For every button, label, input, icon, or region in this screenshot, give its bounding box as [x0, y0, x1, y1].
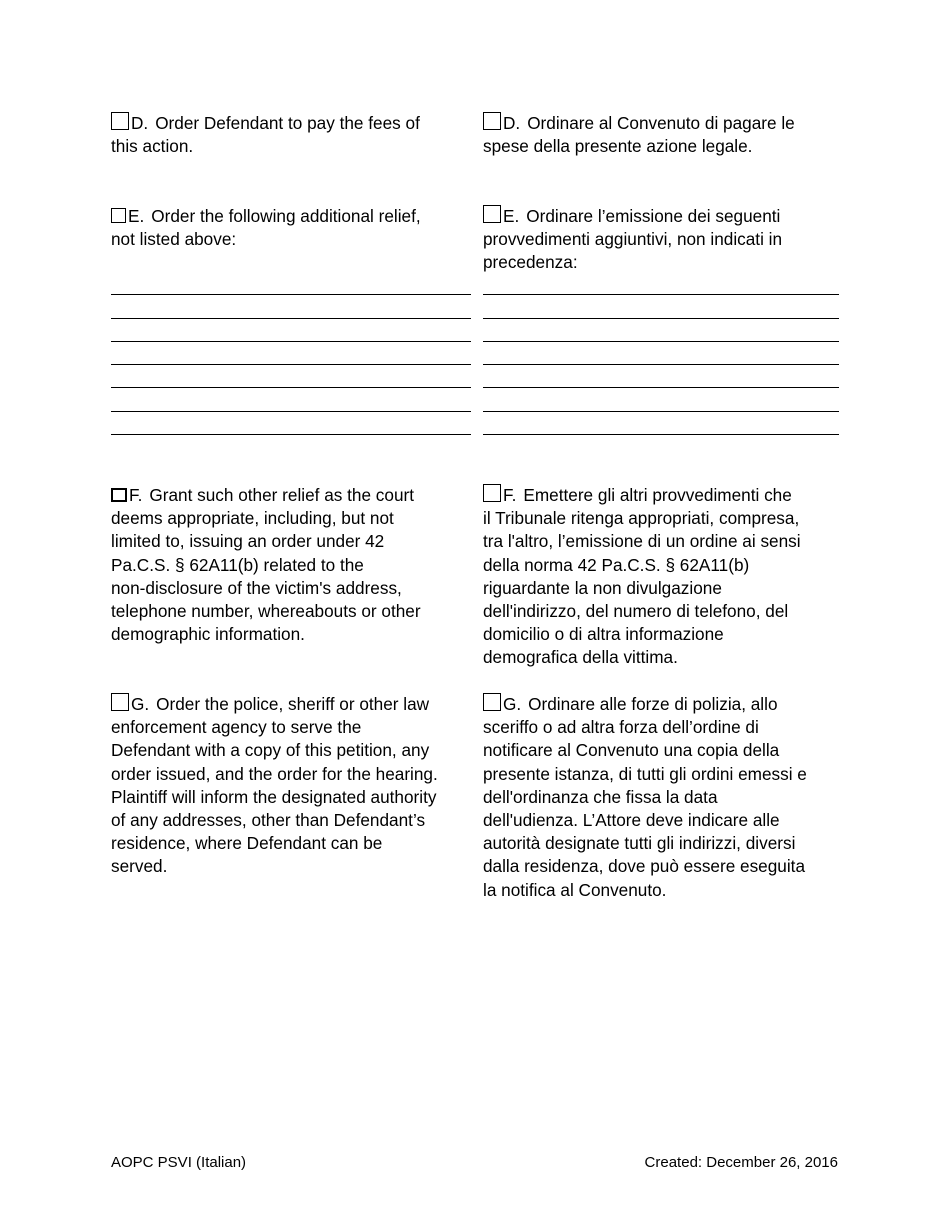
item-text-line: autorità designate tutti gli indirizzi, diversi — [483, 833, 796, 854]
item-text-line: notificare al Convenuto una copia della — [483, 740, 780, 761]
blank-line[interactable] — [483, 364, 839, 365]
item-text-line: domicilio o di altra informazione — [483, 624, 724, 645]
item-e-it — [483, 205, 839, 275]
item-text-line: Ordinare l’emissione dei seguenti — [526, 206, 781, 226]
item-g-en — [111, 693, 471, 879]
blank-line[interactable] — [483, 411, 839, 412]
blank-line[interactable] — [483, 434, 839, 435]
item-text-line: deems appropriate, including, but not — [111, 508, 394, 529]
item-letter: G. — [131, 694, 150, 714]
blank-line[interactable] — [111, 387, 471, 388]
item-text-line: Ordinare alle forze di polizia, allo — [528, 694, 778, 714]
item-letter: D. — [503, 113, 521, 133]
item-g-it — [483, 693, 839, 902]
checkbox-e-en[interactable] — [111, 208, 126, 223]
footer-form-id: AOPC PSVI (Italian) — [111, 1154, 247, 1171]
blank-line[interactable] — [483, 318, 839, 319]
blank-line[interactable] — [111, 411, 471, 412]
item-text-line: residence, where Defendant can be — [111, 833, 383, 854]
item-text-line: order issued, and the order for the hearing. — [111, 763, 438, 784]
blank-line[interactable] — [111, 341, 471, 342]
item-letter: G. — [503, 694, 522, 714]
checkbox-g-it[interactable] — [483, 693, 501, 711]
item-text-line: riguardante la non divulgazione — [483, 577, 722, 598]
item-text-line: dalla residenza, dove può essere eseguita — [483, 856, 806, 877]
item-text-line: precedenza: — [483, 252, 578, 273]
blank-line[interactable] — [111, 318, 471, 319]
item-text-line: della norma 42 Pa.C.S. § 62A11(b) — [483, 554, 750, 575]
item-text-line: la notifica al Convenuto. — [483, 879, 667, 900]
item-text-line: demografica della vittima. — [483, 647, 678, 668]
item-text-line: non-disclosure of the victim's address, — [111, 577, 402, 598]
checkbox-e-it[interactable] — [483, 205, 501, 223]
item-text-line: this action. — [111, 136, 194, 157]
blank-line[interactable] — [111, 364, 471, 365]
blank-line[interactable] — [483, 294, 839, 295]
item-d-it — [483, 112, 839, 158]
item-text-line: dell'udienza. L’Attore deve indicare alle — [483, 810, 780, 831]
item-text-line: of any addresses, other than Defendant’s — [111, 810, 426, 831]
item-text-line: Defendant with a copy of this petition, any — [111, 740, 430, 761]
item-text-line: Grant such other relief as the court — [149, 485, 415, 505]
item-letter: F. — [503, 485, 517, 505]
item-text-line: demographic information. — [111, 624, 305, 645]
item-text-line: Pa.C.S. § 62A11(b) related to the — [111, 554, 364, 575]
item-text-line: spese della presente azione legale. — [483, 136, 753, 157]
item-f-en — [111, 484, 471, 646]
item-text-line: presente istanza, di tutti gli ordini emessi e — [483, 763, 807, 784]
item-text-line: tra l'altro, l’emissione di un ordine ai sensi — [483, 531, 801, 552]
item-text-line: Ordinare al Convenuto di pagare le — [527, 113, 795, 133]
checkbox-d-en[interactable] — [111, 112, 129, 130]
blank-line[interactable] — [111, 294, 471, 295]
checkbox-d-it[interactable] — [483, 112, 501, 130]
item-text-line: served. — [111, 856, 168, 877]
item-text-line: not listed above: — [111, 229, 237, 250]
item-letter: D. — [131, 113, 149, 133]
blank-line[interactable] — [111, 434, 471, 435]
item-text-line: provvedimenti aggiuntivi, non indicati in — [483, 229, 783, 250]
checkbox-f-it[interactable] — [483, 484, 501, 502]
item-text-line: telephone number, whereabouts or other — [111, 601, 421, 622]
item-d-en — [111, 112, 471, 158]
item-text-line: enforcement agency to serve the — [111, 717, 362, 738]
item-text-line: dell'ordinanza che fissa la data — [483, 786, 718, 807]
checkbox-g-en[interactable] — [111, 693, 129, 711]
item-text-line: limited to, issuing an order under 42 — [111, 531, 385, 552]
item-text-line: il Tribunale ritenga appropriati, compresa, — [483, 508, 800, 529]
item-e-en — [111, 205, 471, 251]
item-text-line: Emettere gli altri provvedimenti che — [523, 485, 792, 505]
item-text-line: sceriffo o ad altra forza dell’ordine di — [483, 717, 759, 738]
checkbox-f-en[interactable] — [111, 488, 127, 502]
blank-line[interactable] — [483, 341, 839, 342]
item-text-line: Order the police, sheriff or other law — [156, 694, 430, 714]
blank-line[interactable] — [483, 387, 839, 388]
footer-created-date: Created: December 26, 2016 — [644, 1154, 838, 1171]
item-text-line: Plaintiff will inform the designated authority — [111, 786, 437, 807]
item-text-line: Order the following additional relief, — [151, 206, 421, 226]
item-text-line: Order Defendant to pay the fees of — [155, 113, 420, 133]
item-f-it — [483, 484, 839, 670]
item-letter: F. — [129, 485, 143, 505]
item-letter: E. — [503, 206, 520, 226]
item-letter: E. — [128, 206, 145, 226]
item-text-line: dell'indirizzo, del numero di telefono, del — [483, 601, 789, 622]
